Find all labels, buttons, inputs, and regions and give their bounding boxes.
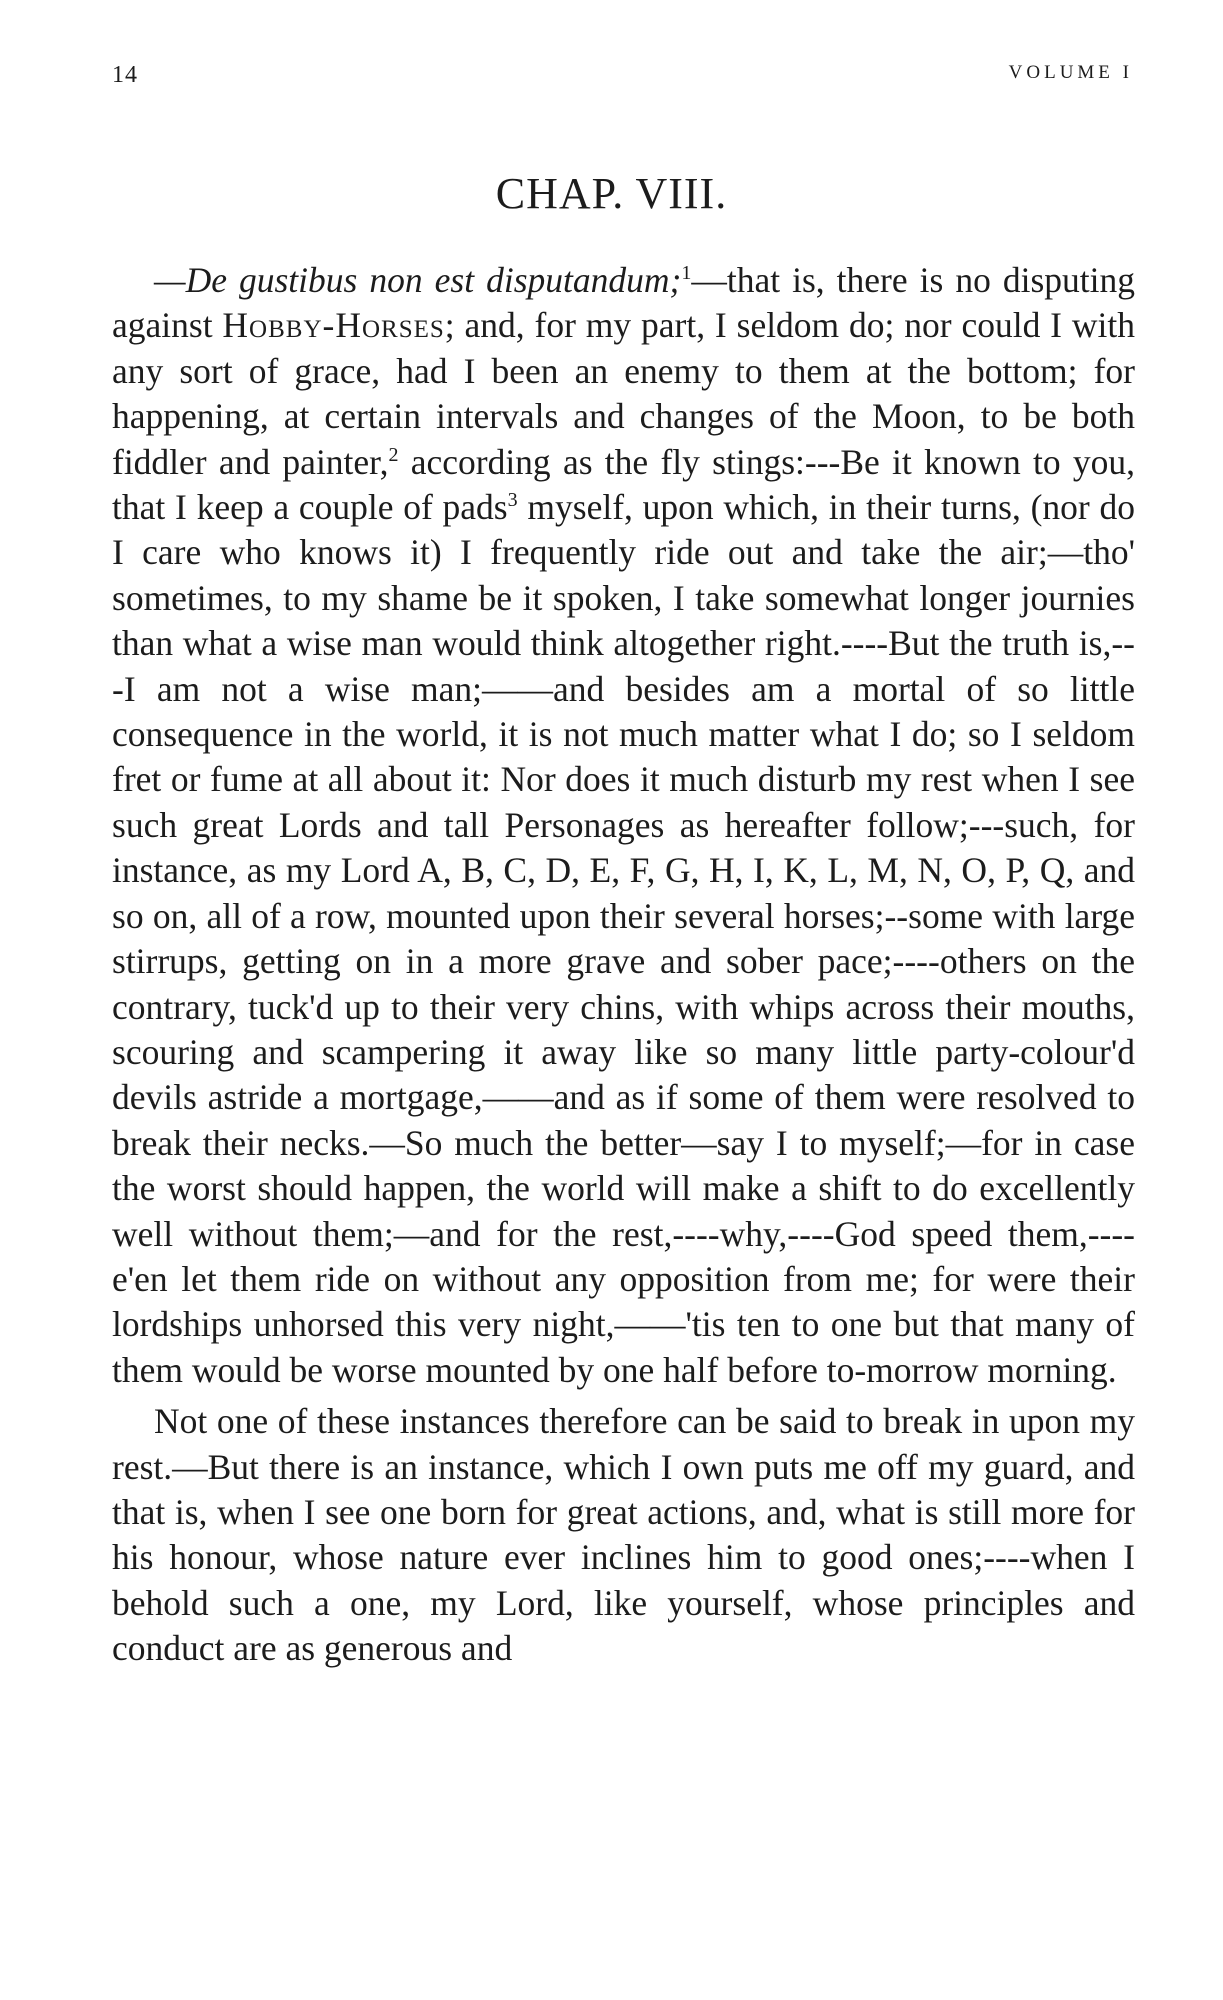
paragraph-1-segment-d: myself, upon which, in their turns, (nor do I care who knows it) I frequently ride out and take the air;—tho' sometimes, to my shame be it spoken, I take somewhat longer journies than what a wise man would think altogether right.----But the truth is,---I am not a wise man;——and besides am a mortal of so little consequence in the world, it is not much matter what I do; so I seldom fret or fume at all about it: Nor does it much disturb my rest when I see such great Lords and tall Personages as hereafter follow;---such, for instance, as my Lord A, B, C, D, E, F, G, H, I, K, L, M, N, O, P, Q, and so on, all of a row, mounted upon their several horses;--some with large stirrups, getting on in a more grave and sober pace;----others on the contrary, tuck'd up to their very chins, with whips across their mouths, scouring and scampering it away like so many little party-colour'd devils astride a mortgage,——and as if some of them were resolved to break their necks.—So much the better—say I to myself;—for in case the worst should happen, the world will make a shift to do excellently well without them;—and for the rest,----why,----God speed them,----e'en let them ride on without any opposition from me; for were their lordships unhorsed this very night,——'tis ten to one but that many of them would be worse mounted by one half before to-morrow morning. <box>112 487 1135 1390</box>
paragraph-2: Not one of these instances therefore can be said to break in upon my rest.—But there is an instance, which I own puts me off my guard, and that is, when I see one born for great actions, and, what is still more for his honour, whose nature ever inclines him to good ones;----when I behold such a one, my Lord, like yourself, whose principles and conduct are as generous and <box>112 1401 1135 1669</box>
page-number: 14 <box>112 62 138 88</box>
running-head <box>112 62 1133 92</box>
hobby-horses-term: Hobby-Horses <box>222 305 445 346</box>
paragraph-1 <box>112 258 1135 1393</box>
latin-maxim: —De gustibus non est disputandum; <box>154 260 682 300</box>
paragraph-1-segment-a: —that is, there is no disputing against <box>112 260 1135 346</box>
volume-label: VOLUME I <box>1008 62 1133 83</box>
footnote-marker-1: 1 <box>681 262 692 285</box>
paragraph-1-segment-c: according as the fly stings:---Be it known to you, that I keep a couple of pads <box>112 441 1135 528</box>
footnote-marker-3: 3 <box>507 489 518 512</box>
chapter-title: CHAP. VIII. <box>495 169 728 218</box>
body-text <box>112 258 1135 1672</box>
footnote-marker-2: 2 <box>388 443 399 466</box>
paragraph-1-segment-b: ; and, for my part, I seldom do; nor could I with any sort of grace, had I been an enemy to them at the bottom; for happening, at certain intervals and changes of the Moon, to be both fiddler and painter, <box>112 305 1135 482</box>
